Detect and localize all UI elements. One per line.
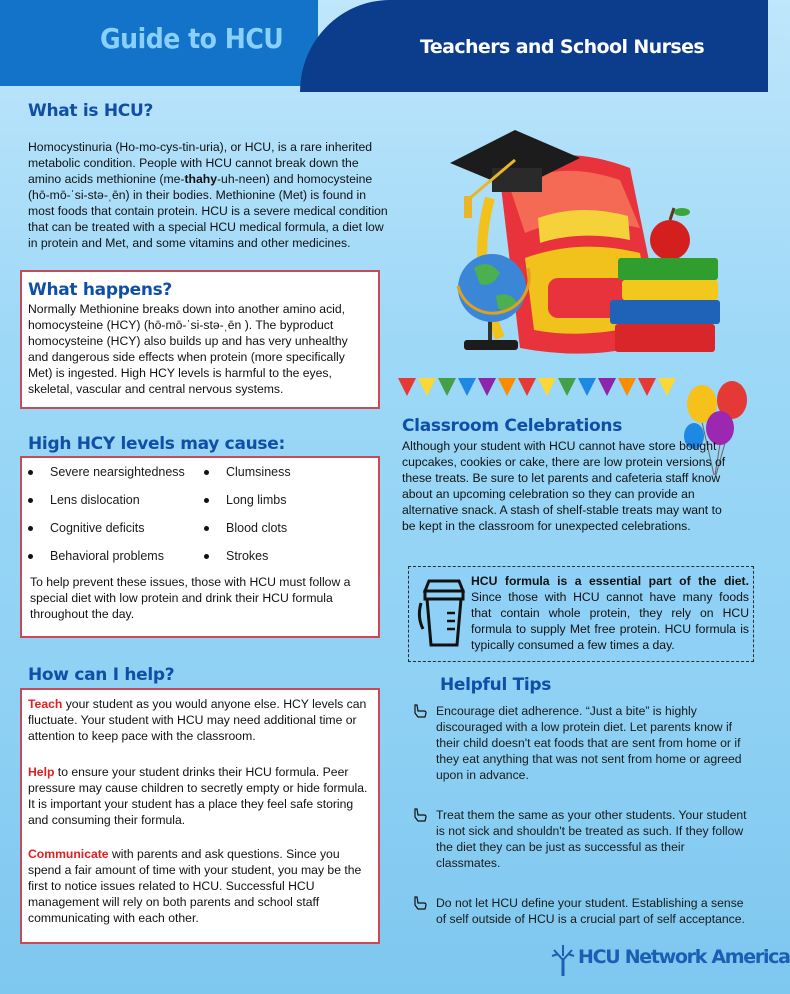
pointing-hand-icon: [412, 703, 428, 719]
bunting-flag: [558, 378, 576, 396]
high-hcy-list-left: [24, 458, 194, 570]
how-help-heading: How can I help?: [28, 665, 175, 685]
what-is-body: [28, 139, 388, 251]
bunting-flag: [578, 378, 596, 396]
formula-body: Since those with HCU cannot have many foods that contain whole protein, they rely on HCU formula to supply Met free protein. HCU formula is typically consumed a few times a day.: [471, 590, 749, 652]
tree-logo-icon: [548, 942, 578, 976]
list-item: Blood clots: [200, 514, 370, 542]
high-hcy-footer: To help prevent these issues, those with HCU must follow a special diet with low protein and drink their HCU formula throughout the day.: [30, 575, 351, 621]
list-item: Severe nearsightedness: [24, 458, 194, 486]
pointing-hand-icon: [412, 807, 428, 823]
teach-text: your student as you would anyone else. HCY levels can fluctuate. Your student with HCU may need additional time or attention to keep pace with the classroom.: [28, 697, 367, 743]
bunting-flag: [478, 378, 496, 396]
how-help-box: [20, 688, 380, 944]
bunting-flag: [458, 378, 476, 396]
tip-text: Do not let HCU define your student. Establishing a sense of self outside of HCU is a crucial part of self acceptance.: [436, 896, 745, 926]
bunting-flag: [438, 378, 456, 396]
bunting-flag: [658, 378, 676, 396]
tip-item: [412, 807, 752, 871]
communicate-text: with parents and ask questions. Since you spend a fair amount of time with your student, you may be the first to notice issues related to HCU. Successful HCU management will rely on both parents and school staff communicating with each other.: [28, 847, 362, 925]
list-item: Strokes: [200, 542, 370, 570]
tips-heading: Helpful Tips: [440, 675, 552, 695]
logo-text: HCU Network America: [578, 946, 790, 968]
help-text: to ensure your student drinks their HCU formula. Peer pressure may cause children to secretly empty or hide formula. It is important your student has a place they feel safe storing and consuming their formula.: [28, 765, 368, 827]
bunting-flag: [638, 378, 656, 396]
what-happens-heading: What happens?: [28, 280, 172, 300]
shaker-bottle-icon: [417, 577, 471, 649]
what-happens-body: Normally Methionine breaks down into another amino acid, homocysteine (HCY) (hō-mō-ˈsi-stə-ˌēn ). The byproduct homocysteine (HCY) also builds up and has very unhealthy and dangerous side effects when protein (more specifically Met) is ingested. High HCY levels is harmful to the eyes, skeletal, vascular and central nervous systems.: [28, 302, 348, 396]
pointing-hand-icon: [412, 895, 428, 911]
what-happens-box: [20, 270, 380, 409]
tip-text: Treat them the same as your other students. Your student is not sick and shouldn't be treated as such. If they follow the diet they can be just as successful as their classmates.: [436, 808, 747, 870]
how-help-item-communicate: [28, 846, 372, 926]
page-title: Guide to HCU: [100, 22, 284, 55]
help-label: Help: [28, 765, 55, 779]
bunting-flag: [518, 378, 536, 396]
tip-item: [412, 703, 752, 783]
list-item: Clumsiness: [200, 458, 370, 486]
tip-text: Encourage diet adherence. “Just a bite” is highly discouraged with a low protein diet. Let parents know if their child doesn't eat foods that are sent from home or if they eat anything that was not sent from home or agreed upon in advance.: [436, 704, 742, 782]
formula-box: [408, 566, 754, 662]
what-is-text-2: -uh-neen) and homocysteine (hō-mō-ˈsi-stə-ˌēn) in their bodies. Methionine (Met) is found in most foods that contain protein. HCU is a severe medical condition that can be treated with a special HCU medical formula, a diet low in protein and Met, and some vitamins and other medicines.: [28, 172, 388, 250]
what-is-text-1: Homocystinuria (Ho-mo-cys-tin-uria), or HCU, is a rare inherited metabolic condition. People with HCU cannot break down the amino acids methionine (me-: [28, 140, 373, 186]
how-help-item-teach: [28, 696, 372, 744]
what-is-bold: thahy: [184, 172, 217, 186]
backpack-illustration: [430, 108, 730, 370]
tip-item: [412, 895, 752, 927]
bunting-flag: [398, 378, 416, 396]
what-is-heading: What is HCU?: [28, 101, 154, 121]
list-item: Lens dislocation: [24, 486, 194, 514]
high-hcy-box: [20, 456, 380, 638]
bunting-flag: [538, 378, 556, 396]
bunting-flag: [418, 378, 436, 396]
hcu-network-logo: [548, 942, 790, 978]
how-help-item-help: [28, 764, 372, 828]
page-subtitle: Teachers and School Nurses: [420, 36, 705, 58]
bunting-flag: [618, 378, 636, 396]
formula-text: [471, 573, 749, 653]
formula-bold: HCU formula is a essential part of the diet.: [471, 574, 749, 588]
communicate-label: Communicate: [28, 847, 109, 861]
celebrations-body: Although your student with HCU cannot have store bought cupcakes, cookies or cake, there are low protein versions of these treats. Be sure to let parents and cafeteria staff know about an upcoming celebration so they can provide an alternative snack. A stash of shelf-stable treats may want to be kept in the classroom for unexpected celebrations.: [402, 439, 726, 533]
bunting-flag: [498, 378, 516, 396]
list-item: Long limbs: [200, 486, 370, 514]
list-item: Behavioral problems: [24, 542, 194, 570]
list-item: Cognitive deficits: [24, 514, 194, 542]
celebrations-heading: Classroom Celebrations: [402, 416, 623, 436]
bunting-flag: [598, 378, 616, 396]
high-hcy-list-right: [200, 458, 370, 570]
teach-label: Teach: [28, 697, 63, 711]
high-hcy-heading: High HCY levels may cause:: [28, 434, 285, 454]
